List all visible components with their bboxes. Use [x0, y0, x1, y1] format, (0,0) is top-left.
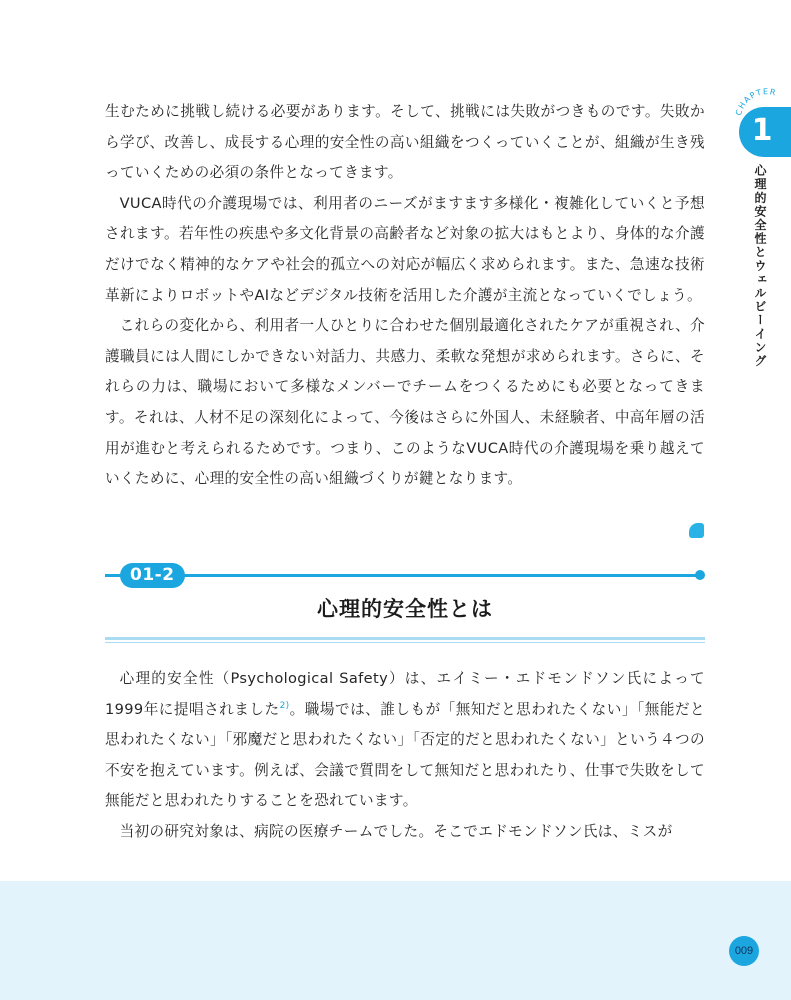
paragraph: これらの変化から、利用者一人ひとりに合わせた個別最適化されたケアが重視され、介護職員には人間にしかできない対話力、共感力、柔軟な発想が求められます。さらに、それらの力は、職場において多様なメンバーでチームをつくるためにも必要となってきます。それは、人材不足の深刻化によって、今後はさらに外国人、未経験者、中高年層の活用が進むと考えられるためです。つまり、このようなVUCA時代の介護現場を乗り越えていくために、心理的安全性の高い組織づくりが鍵となります。 [105, 317, 705, 488]
chapter-number: 1 [751, 113, 773, 148]
paragraph-text: 心理的安全性（Psychological Safety）は、エイミー・エドモンドソン氏によって1999年に提唱されました [105, 670, 705, 718]
paragraph: 当初の研究対象は、病院の医療チームでした。そこでエドモンドソン氏は、ミスが [119, 822, 673, 840]
svg-text:CHAPTER [734, 87, 777, 116]
section-number-badge: 01-2 [120, 563, 185, 588]
section-divider-dot [695, 570, 705, 580]
section-divider-line [105, 574, 699, 577]
paragraph [105, 664, 705, 817]
paragraph-continued: 生むために挑戦し続ける必要があります。そして、挑戦には失敗がつきものです。失敗から学び、改善し、成長する心理的安全性の高い組織をつくっていくことが、組織が生き残っていくための必須の条件となってきます。 [105, 103, 705, 182]
chapter-label-arc [727, 78, 787, 118]
footnote-reference[interactable]: 2) [279, 700, 290, 711]
chapter-title-vertical: 心理的安全性とウェルビーイング [753, 164, 767, 368]
title-underline-thin [105, 642, 705, 643]
page-number: 009 [729, 936, 759, 966]
intro-text [105, 97, 705, 495]
chapter-label-text: CHAPTER [734, 87, 778, 117]
section-title: 心理的安全性とは [317, 597, 493, 621]
bottom-band [0, 881, 791, 1000]
paragraph: VUCA時代の介護現場では、利用者のニーズがますます多様化・複雑化していくと予想されます。若年性の疾患や多文化背景の高齢者など対象の拡大はもとより、身体的な介護だけでなく精神的なケアや社会的孤立への対応が幅広く求められます。また、急速な技術革新によりロボットやAIなどデジタル技術を活用した介護が主流となっていくでしょう。 [105, 194, 705, 304]
paragraph-text: 。職場では、誰しもが「無知だと思われたくない」「無能だと思われたくない」「邪魔だと思われたくない」「否定的だと思われたくない」という４つの不安を抱えています。例えば、会議で質問をして無知だと思われたり、仕事で失敗をして無能だと思われたりすることを恐れています。 [105, 700, 705, 810]
title-underline [105, 637, 705, 640]
paragraph-end-mark [689, 523, 704, 538]
section-text [105, 664, 705, 848]
